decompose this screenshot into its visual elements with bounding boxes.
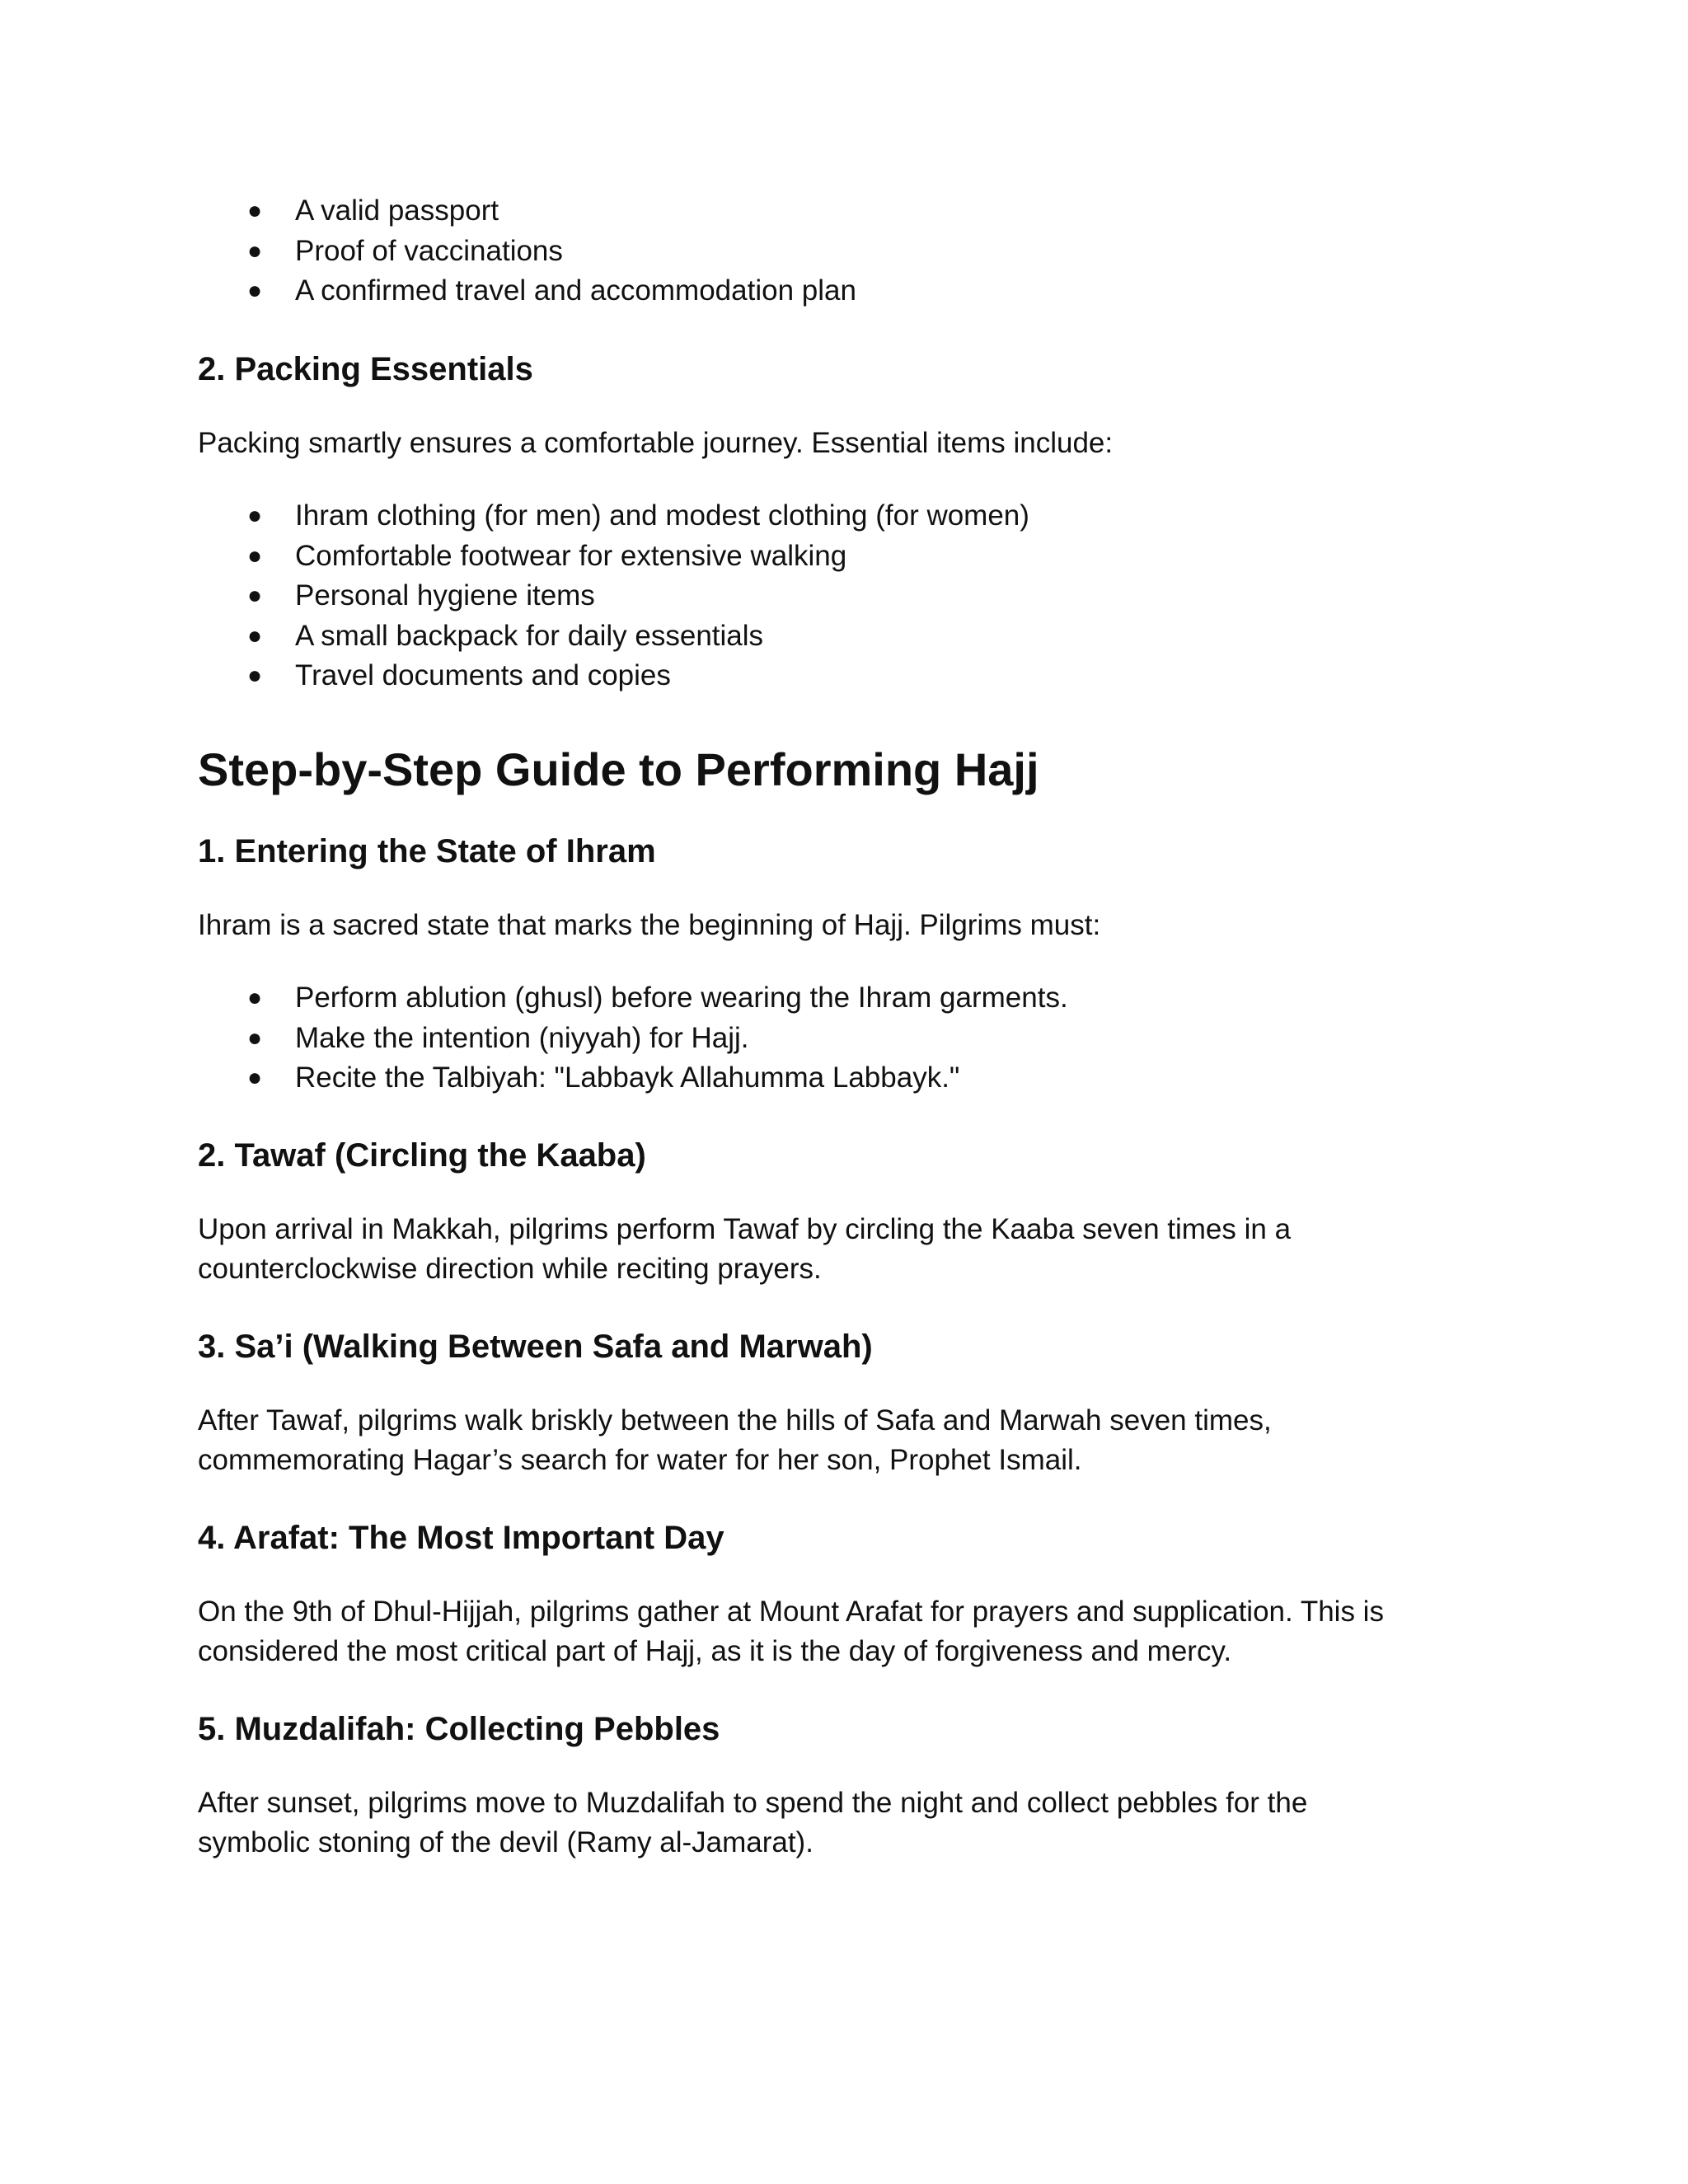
list-item: ● Perform ablution (ghusl) before wearing the Ihram garments. [295, 978, 1490, 1019]
list-item: ● Recite the Talbiyah: "Labbayk Allahumma Labbayk." [295, 1058, 1490, 1099]
muzdalifah-paragraph: After sunset, pilgrims move to Muzdalifah to spend the night and collect pebbles for the symbolic stoning of the devil (Ramy al-Jamarat). [198, 1786, 1308, 1858]
ihram-list [198, 978, 1490, 1099]
bullet-icon: ● [247, 502, 263, 529]
list-item: ● Personal hygiene items [295, 576, 1490, 616]
list-item: ● Comfortable footwear for extensive walking [295, 537, 1490, 577]
list-item: ● Travel documents and copies [295, 656, 1490, 696]
bullet-icon: ● [247, 621, 263, 649]
bullet-icon: ● [247, 582, 263, 609]
packing-intro: Packing smartly ensures a comfortable journey. Essential items include: [198, 426, 1114, 459]
requirements-list [198, 191, 1490, 312]
ihram-intro: Ihram is a sacred state that marks the beginning of Hajj. Pilgrims must: [198, 908, 1101, 941]
guide-title: Step-by-Step Guide to Performing Hajj [198, 743, 1039, 795]
bullet-icon: ● [247, 662, 263, 689]
bullet-icon: ● [247, 1064, 263, 1091]
tawaf-paragraph: Upon arrival in Makkah, pilgrims perform Tawaf by circling the Kaaba seven times in a counterclockwise direction while reciting prayers. [198, 1212, 1292, 1285]
list-item: ● Ihram clothing (for men) and modest clothing (for women) [295, 496, 1490, 537]
packing-list [198, 496, 1490, 696]
list-item: ● A confirmed travel and accommodation plan [295, 271, 1490, 312]
list-item: ● A small backpack for daily essentials [295, 616, 1490, 657]
sai-heading: 3. Sa’i (Walking Between Safa and Marwah) [198, 1328, 873, 1365]
sai-paragraph: After Tawaf, pilgrims walk briskly between the hills of Safa and Marwah seven times, commemorating Hagar’s search for water for her son, Prophet Ismail. [198, 1404, 1272, 1476]
bullet-icon: ● [247, 197, 263, 224]
packing-heading: 2. Packing Essentials [198, 350, 533, 387]
list-item: ● Proof of vaccinations [295, 232, 1490, 272]
bullet-icon: ● [247, 984, 263, 1011]
arafat-paragraph: On the 9th of Dhul-Hijjah, pilgrims gather at Mount Arafat for prayers and supplication. This is considered the most critical part of Hajj, as it is the day of forgiveness and mercy. [198, 1595, 1384, 1667]
muzdalifah-heading: 5. Muzdalifah: Collecting Pebbles [198, 1710, 720, 1747]
list-item: ● Make the intention (niyyah) for Hajj. [295, 1019, 1490, 1059]
document-page [198, 191, 1490, 1863]
bullet-icon: ● [247, 277, 263, 304]
bullet-icon: ● [247, 237, 263, 265]
ihram-heading: 1. Entering the State of Ihram [198, 832, 656, 869]
tawaf-heading: 2. Tawaf (Circling the Kaaba) [198, 1137, 646, 1174]
list-item: ● A valid passport [295, 191, 1490, 232]
bullet-icon: ● [247, 1024, 263, 1052]
arafat-heading: 4. Arafat: The Most Important Day [198, 1519, 724, 1556]
bullet-icon: ● [247, 541, 263, 569]
